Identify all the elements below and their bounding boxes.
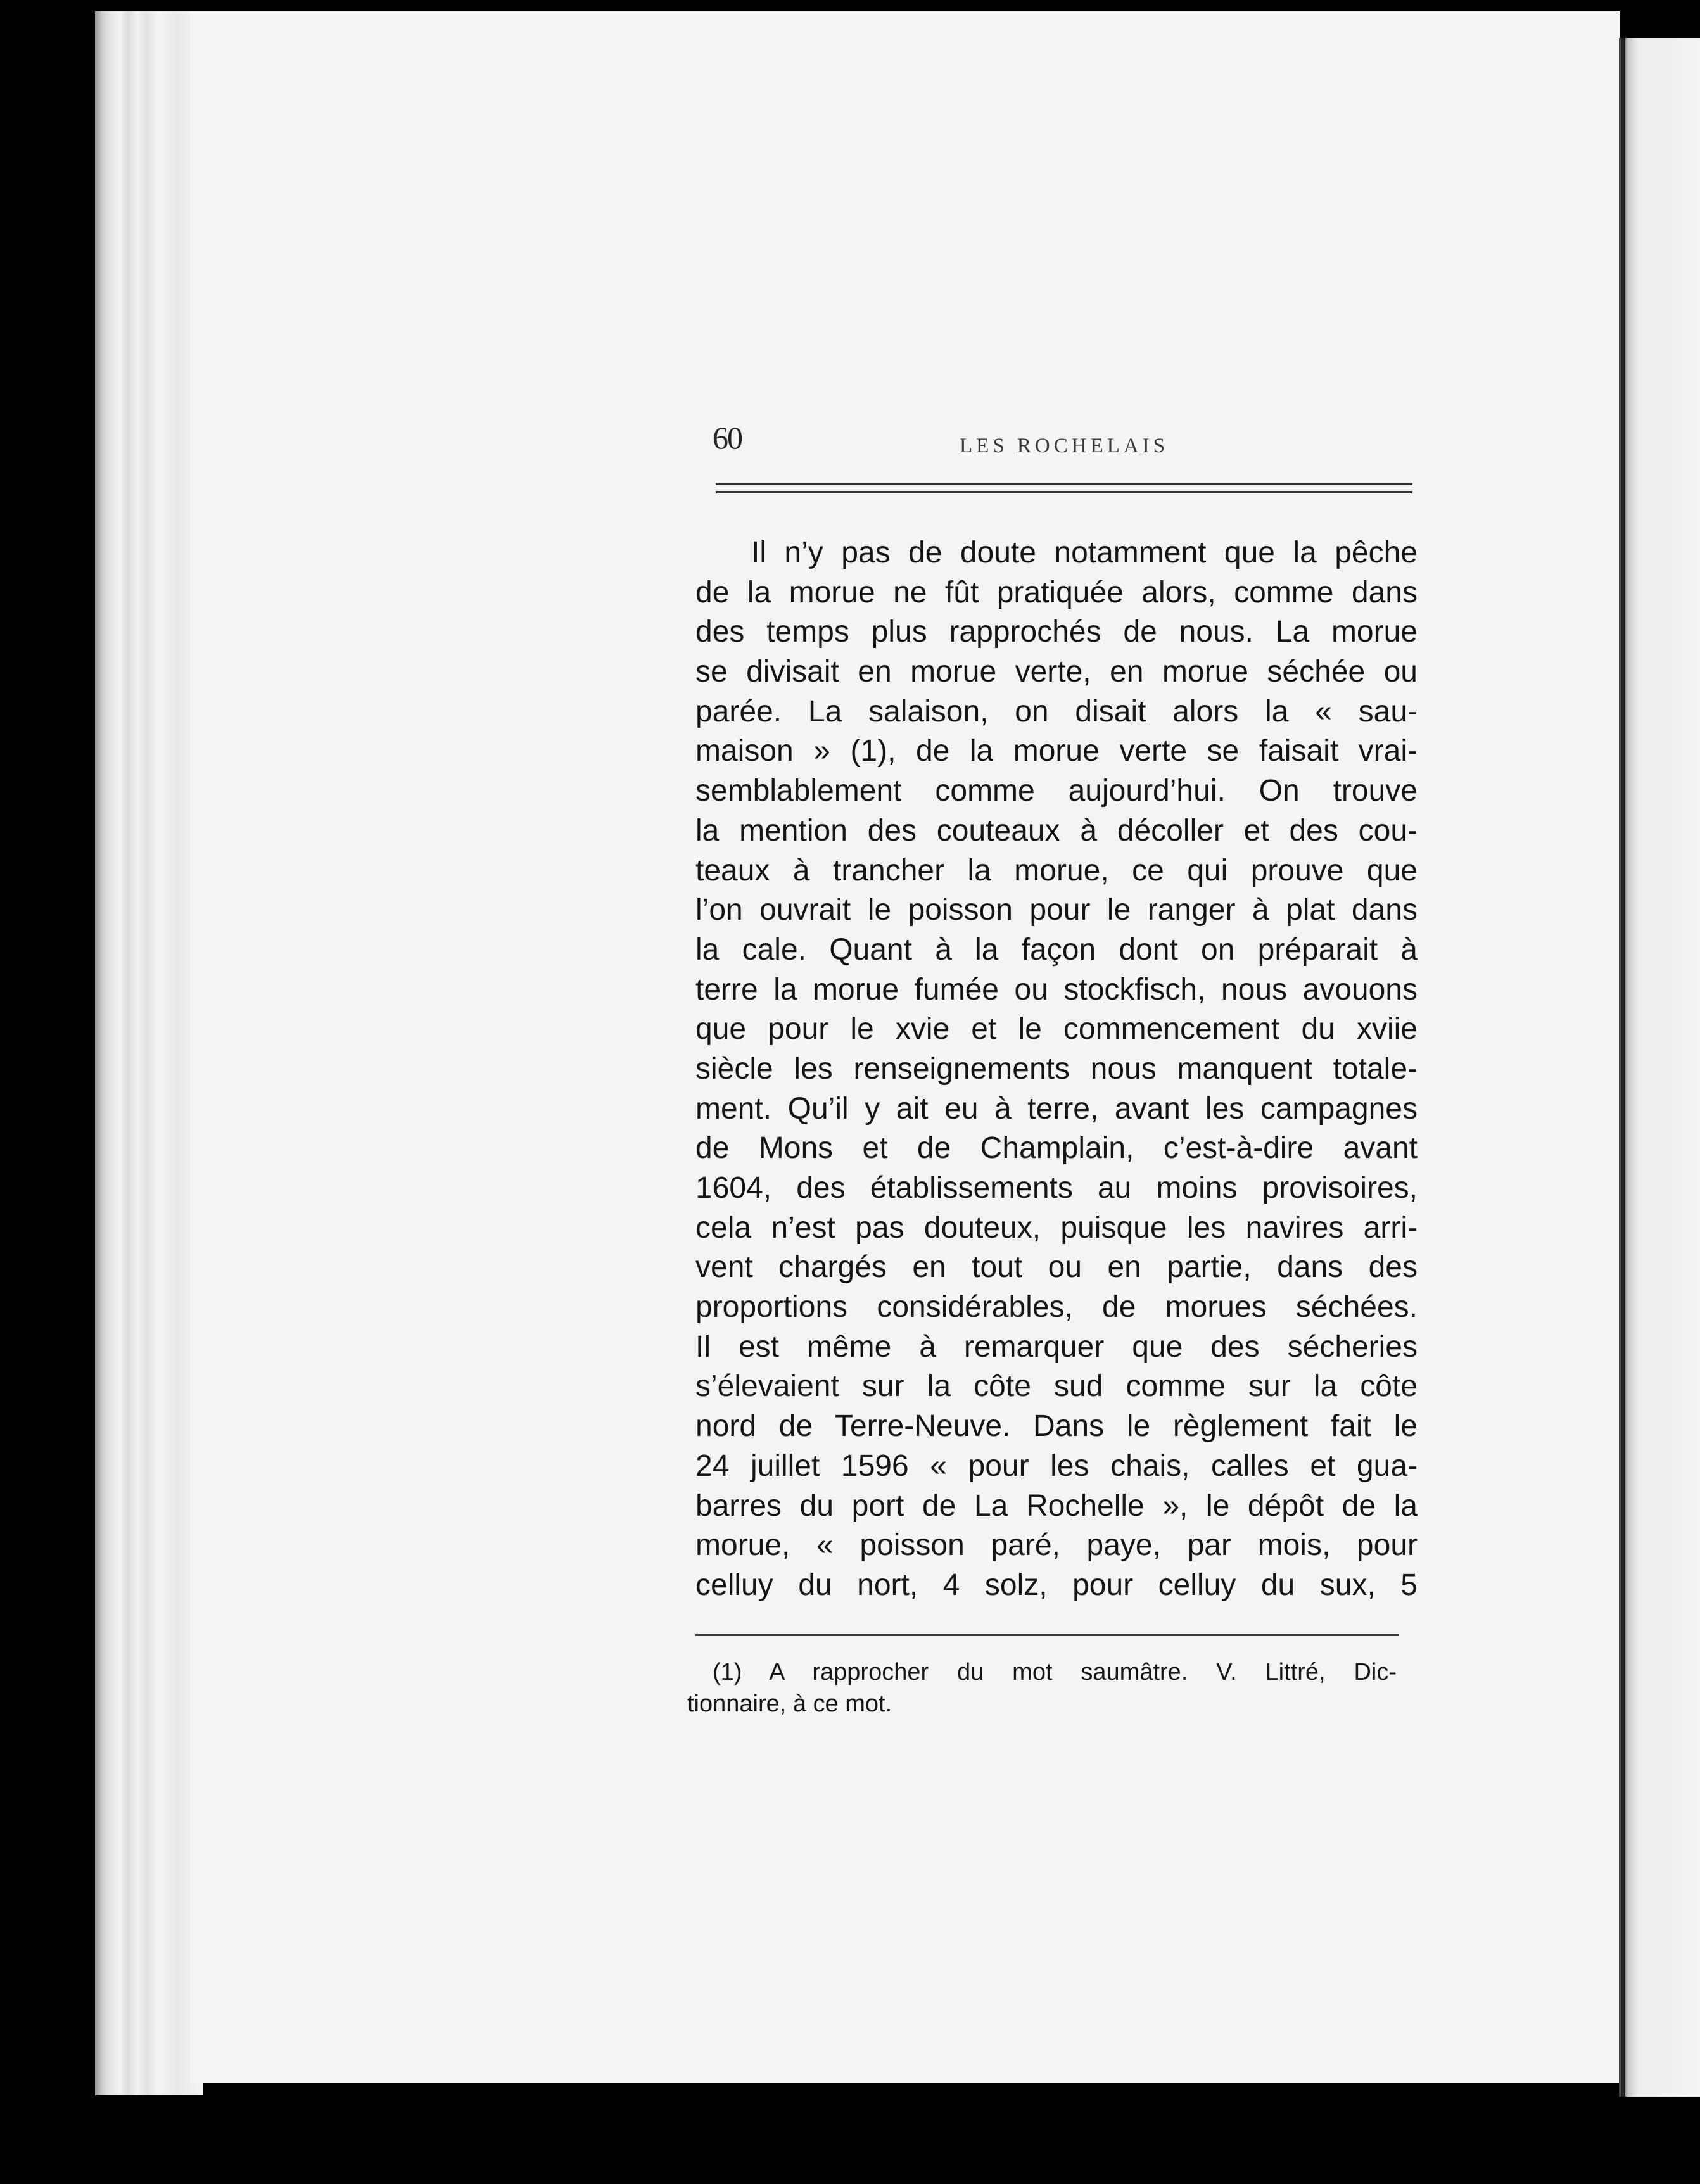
text-line: terre la morue fumée ou stockfisch, nous avouons: [695, 972, 1418, 1006]
text-line: 1604, des établissements au moins provisoires,: [695, 1171, 1418, 1205]
running-title: LES ROCHELAIS: [960, 435, 1169, 457]
text-line: Il n’y pas de doute notamment que la pêche: [751, 536, 1418, 569]
footnote: [687, 1656, 1397, 1720]
text-line: nord de Terre-Neuve. Dans le règlement fait le: [695, 1409, 1418, 1444]
text-line: siècle les renseignements nous manquent totale-: [695, 1051, 1418, 1086]
page-header: [713, 419, 1412, 464]
text-line: morue, « poisson paré, paye, par mois, pour: [695, 1528, 1418, 1563]
header-rule: [716, 483, 1412, 485]
text-line: proportions considérables, de morues séchées.: [695, 1290, 1418, 1324]
text-line: Il est même à remarquer que des sécheries: [695, 1330, 1418, 1364]
header-rule-double: [716, 491, 1412, 493]
page-edge-right: [1619, 38, 1700, 2097]
text-line: la cale. Quant à la façon dont on préparait à: [695, 932, 1418, 967]
page-edges-left: [95, 11, 203, 2095]
text-line: de Mons et de Champlain, c’est-à-dire avant: [695, 1131, 1418, 1165]
text-line: parée. La salaison, on disait alors la « sau-: [695, 694, 1418, 728]
text-line: des temps plus rapprochés de nous. La morue: [695, 615, 1418, 649]
text-line: de la morue ne fût pratiquée alors, comme dans: [695, 575, 1418, 609]
text-line: 24 juillet 1596 « pour les chais, calles et gua-: [695, 1449, 1418, 1483]
footnote-line: (1) A rapprocher du mot saumâtre. V. Littré, Dic-: [713, 1659, 1397, 1686]
footnote-rule: [695, 1634, 1399, 1636]
text-line: celluy du nort, 4 solz, pour celluy du sux, 5: [695, 1568, 1418, 1602]
text-line: se divisait en morue verte, en morue séchée ou: [695, 655, 1418, 689]
text-line: semblablement comme aujourd’hui. On trouve: [695, 774, 1418, 808]
text-line: l’on ouvrait le poisson pour le ranger à plat dans: [695, 893, 1418, 927]
text-line: s’élevaient sur la côte sud comme sur la côte: [695, 1369, 1418, 1404]
text-line: cela n’est pas douteux, puisque les navires arri-: [695, 1210, 1418, 1245]
text-line: que pour le xvie et le commencement du xviie: [695, 1012, 1418, 1046]
text-line: teaux à trancher la morue, ce qui prouve que: [695, 853, 1418, 887]
footnote-line: tionnaire, à ce mot.: [687, 1691, 892, 1717]
scan-border-bottom: [0, 2097, 1700, 2184]
text-line: barres du port de La Rochelle », le dépôt de la: [695, 1489, 1418, 1523]
binding-shadow: [1621, 38, 1625, 2097]
page-number: 60: [713, 420, 742, 455]
text-line: la mention des couteaux à décoller et des cou-: [695, 813, 1418, 848]
text-line: maison » (1), de la morue verte se faisait vrai-: [695, 734, 1418, 768]
text-line: vent chargés en tout ou en partie, dans des: [695, 1250, 1418, 1285]
body-text: [695, 533, 1418, 1606]
text-line: ment. Qu’il y ait eu à terre, avant les campagnes: [695, 1091, 1418, 1126]
